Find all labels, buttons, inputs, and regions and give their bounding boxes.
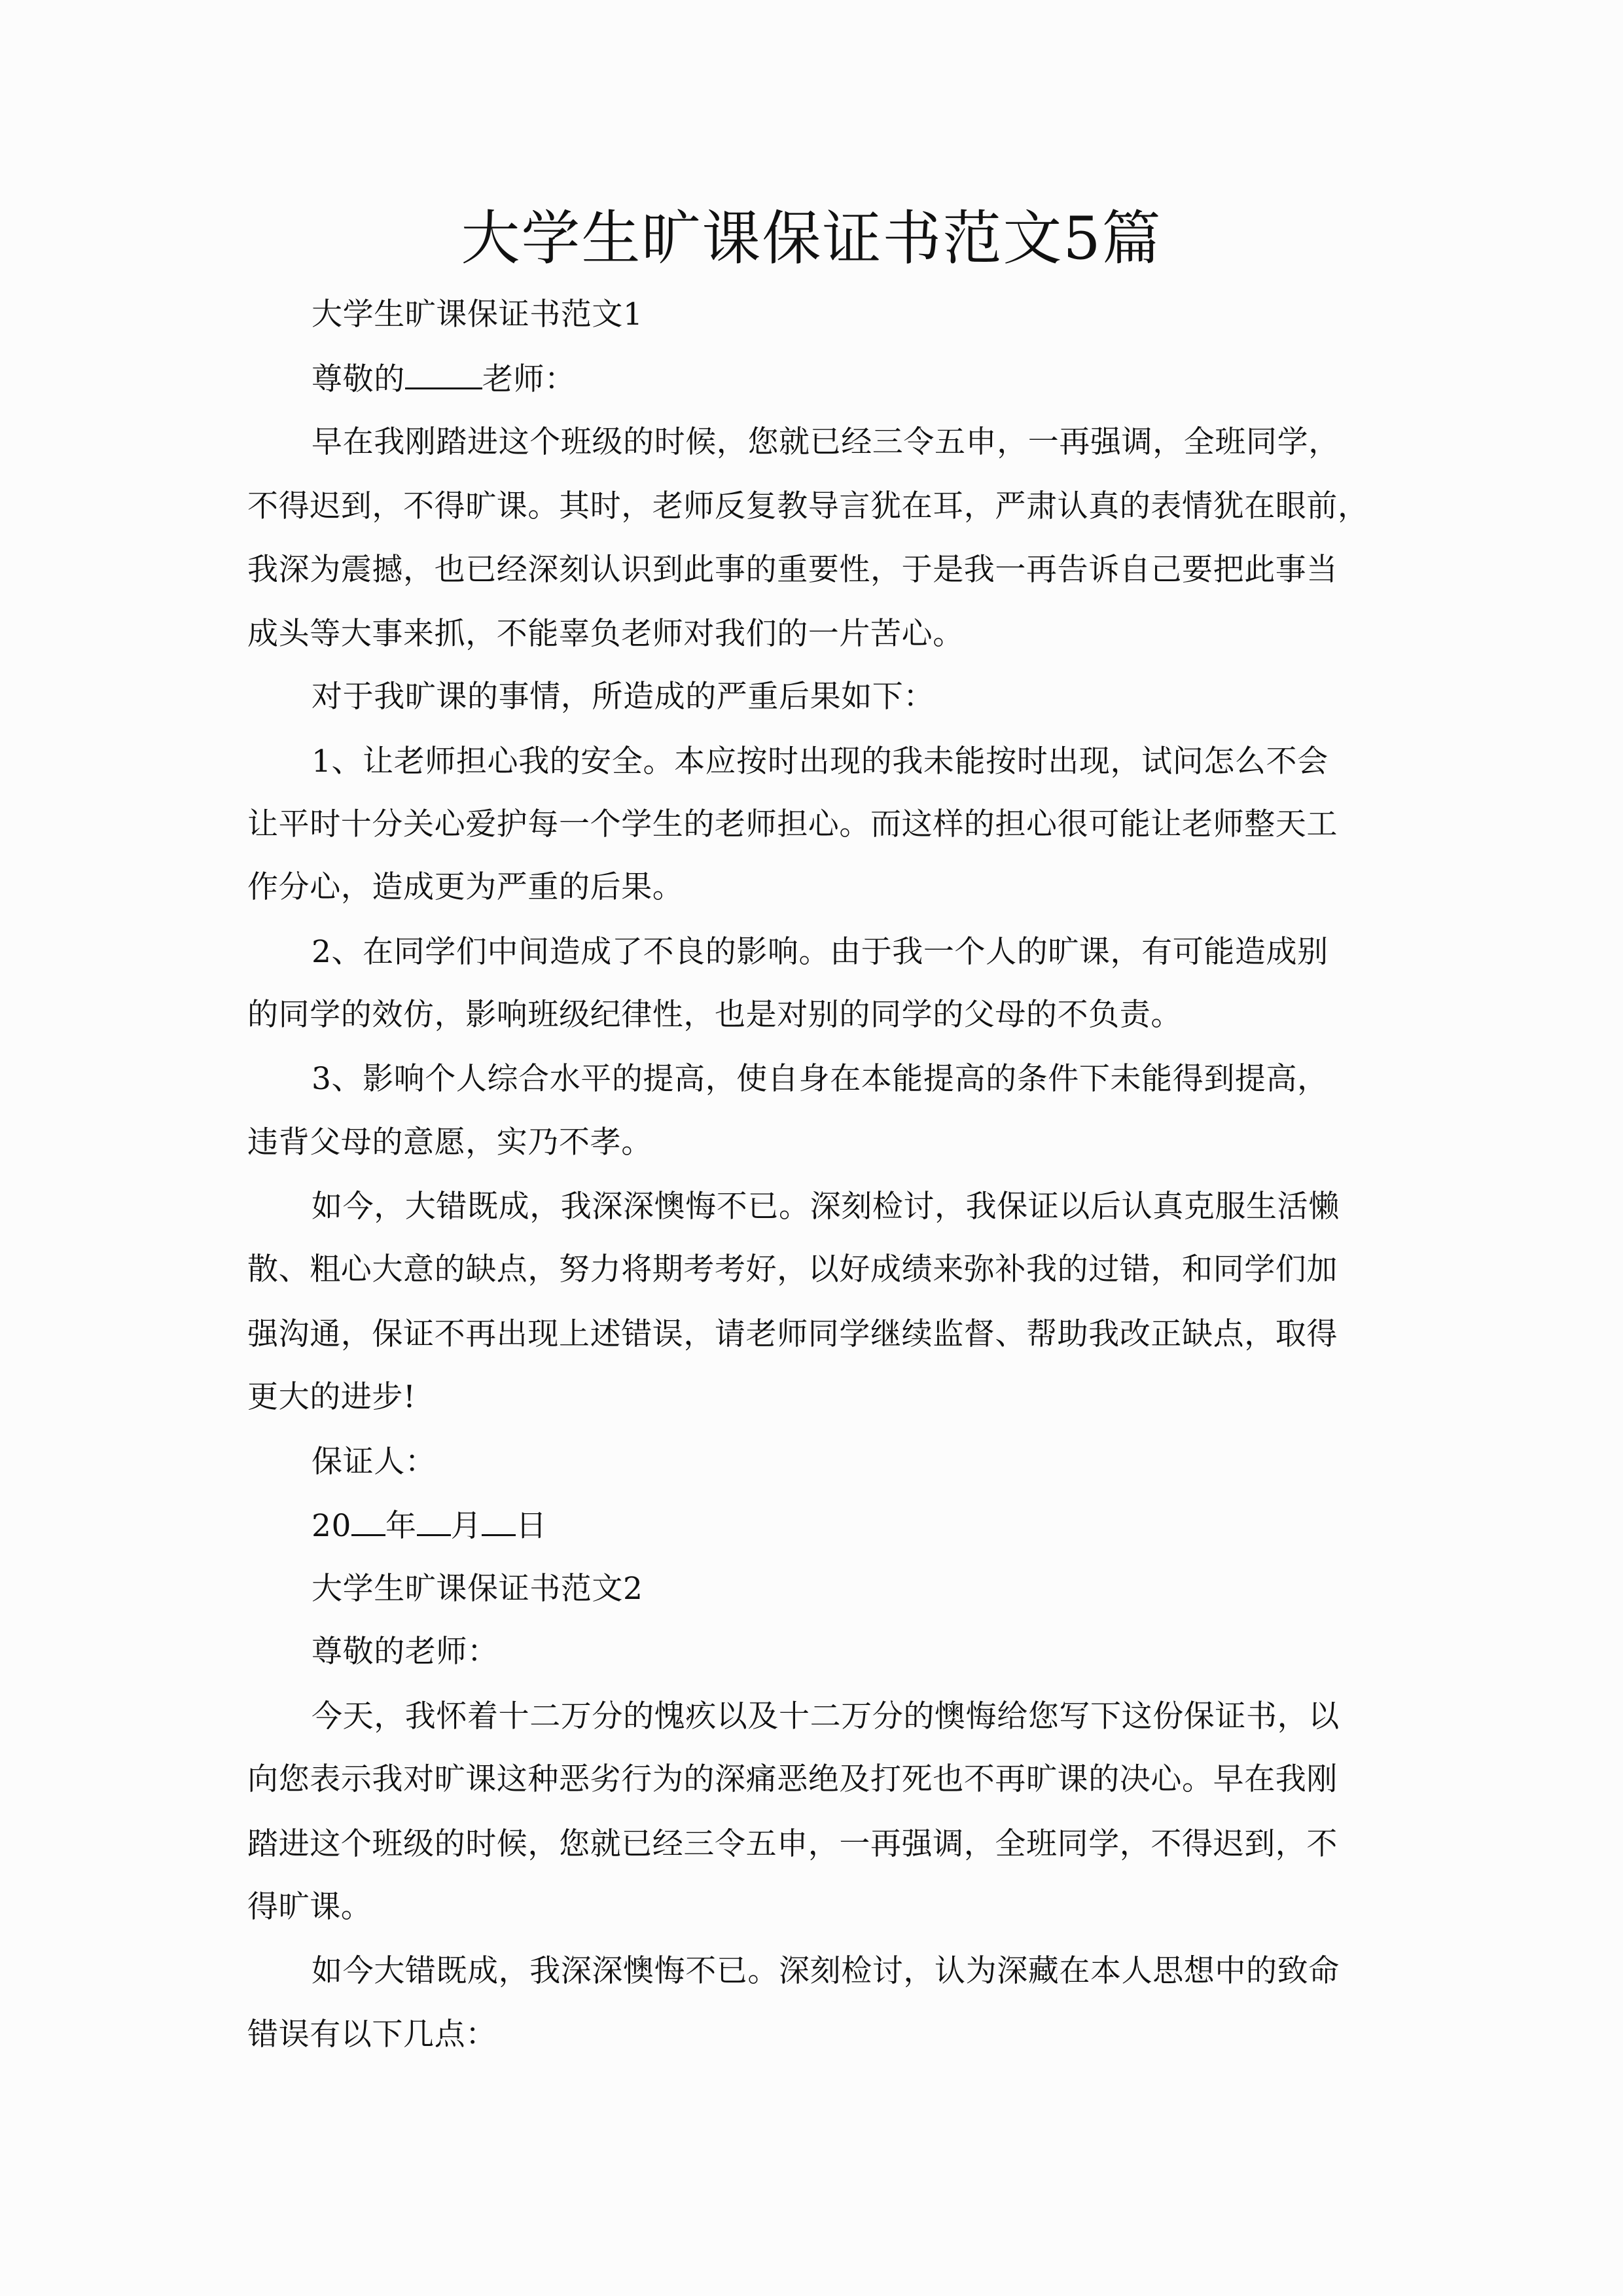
section-heading: 大学生旷课保证书范文1 [312, 296, 643, 332]
date-month-label: 月 [450, 1508, 482, 1544]
paragraph-line: 强沟通，保证不再出现上述错误，请老师同学继续监督、帮助我改正缺点，取得 [247, 1316, 1338, 1352]
name-blank [405, 359, 482, 389]
paragraph-line: 如今大错既成，我深深懊悔不已。深刻检讨，认为深藏在本人思想中的致命 [312, 1953, 1340, 1989]
salutation-prefix: 尊敬的 [312, 361, 405, 397]
paragraph-line: 对于我旷课的事情，所造成的严重后果如下： [312, 679, 935, 715]
list-item-2: 2、在同学们中间造成了不良的影响。由于我一个人的旷课，有可能造成别 [312, 934, 1329, 970]
section-heading: 大学生旷课保证书范文2 [312, 1571, 643, 1607]
paragraph-line: 早在我刚踏进这个班级的时候，您就已经三令五申，一再强调，全班同学， [312, 424, 1340, 460]
salutation [312, 359, 1463, 398]
paragraph-line: 更大的进步! [247, 1379, 416, 1415]
paragraph-line: 不得迟到，不得旷课。其时，老师反复教导言犹在耳，严肃认真的表情犹在眼前， [247, 488, 1369, 524]
paragraph-line: 错误有以下几点： [247, 2017, 497, 2053]
paragraph-line: 违背父母的意愿，实乃不孝。 [247, 1124, 652, 1160]
paragraph-line: 我深为震撼，也已经深刻认识到此事的重要性，于是我一再告诉自己要把此事当 [247, 552, 1338, 588]
date-line [312, 1505, 1463, 1545]
paragraph-line: 成头等大事来抓，不能辜负老师对我们的一片苦心。 [247, 616, 964, 652]
year-blank [351, 1505, 385, 1536]
paragraph-line: 如今，大错既成，我深深懊悔不已。深刻检讨，我保证以后认真克服生活懒 [312, 1189, 1340, 1225]
date-year-label: 年 [385, 1508, 417, 1544]
paragraph-line: 散、粗心大意的缺点，努力将期考考好，以好成绩来弥补我的过错，和同学们加 [247, 1251, 1338, 1287]
date-day-label: 日 [516, 1508, 547, 1544]
paragraph-line: 得旷课。 [247, 1889, 372, 1925]
document-title: 大学生旷课保证书范文5篇 [461, 204, 1162, 273]
paragraph-line: 向您表示我对旷课这种恶劣行为的深痛恶绝及打死也不再旷课的决心。早在我刚 [247, 1761, 1338, 1797]
day-blank [482, 1505, 516, 1536]
paragraph-line: 让平时十分关心爱护每一个学生的老师担心。而这样的担心很可能让老师整天工 [247, 806, 1338, 842]
paragraph-line: 的同学的效仿，影响班级纪律性，也是对别的同学的父母的不负责。 [247, 997, 1182, 1033]
paragraph-line: 踏进这个班级的时候，您就已经三令五申，一再强调，全班同学，不得迟到，不 [247, 1826, 1338, 1862]
date-prefix: 20 [312, 1508, 352, 1544]
signature-label: 保证人： [312, 1444, 437, 1480]
salutation-suffix: 老师： [482, 361, 576, 397]
list-item-1: 1、让老师担心我的安全。本应按时出现的我未能按时出现，试问怎么不会 [312, 744, 1329, 780]
salutation: 尊敬的老师： [312, 1634, 499, 1670]
paragraph-line: 今天，我怀着十二万分的愧疚以及十二万分的懊悔给您写下这份保证书，以 [312, 1698, 1340, 1734]
month-blank [417, 1505, 451, 1536]
list-item-3: 3、影响个人综合水平的提高，使自身在本能提高的条件下未能得到提高， [312, 1061, 1329, 1097]
paragraph-line: 作分心，造成更为严重的后果。 [247, 869, 684, 905]
